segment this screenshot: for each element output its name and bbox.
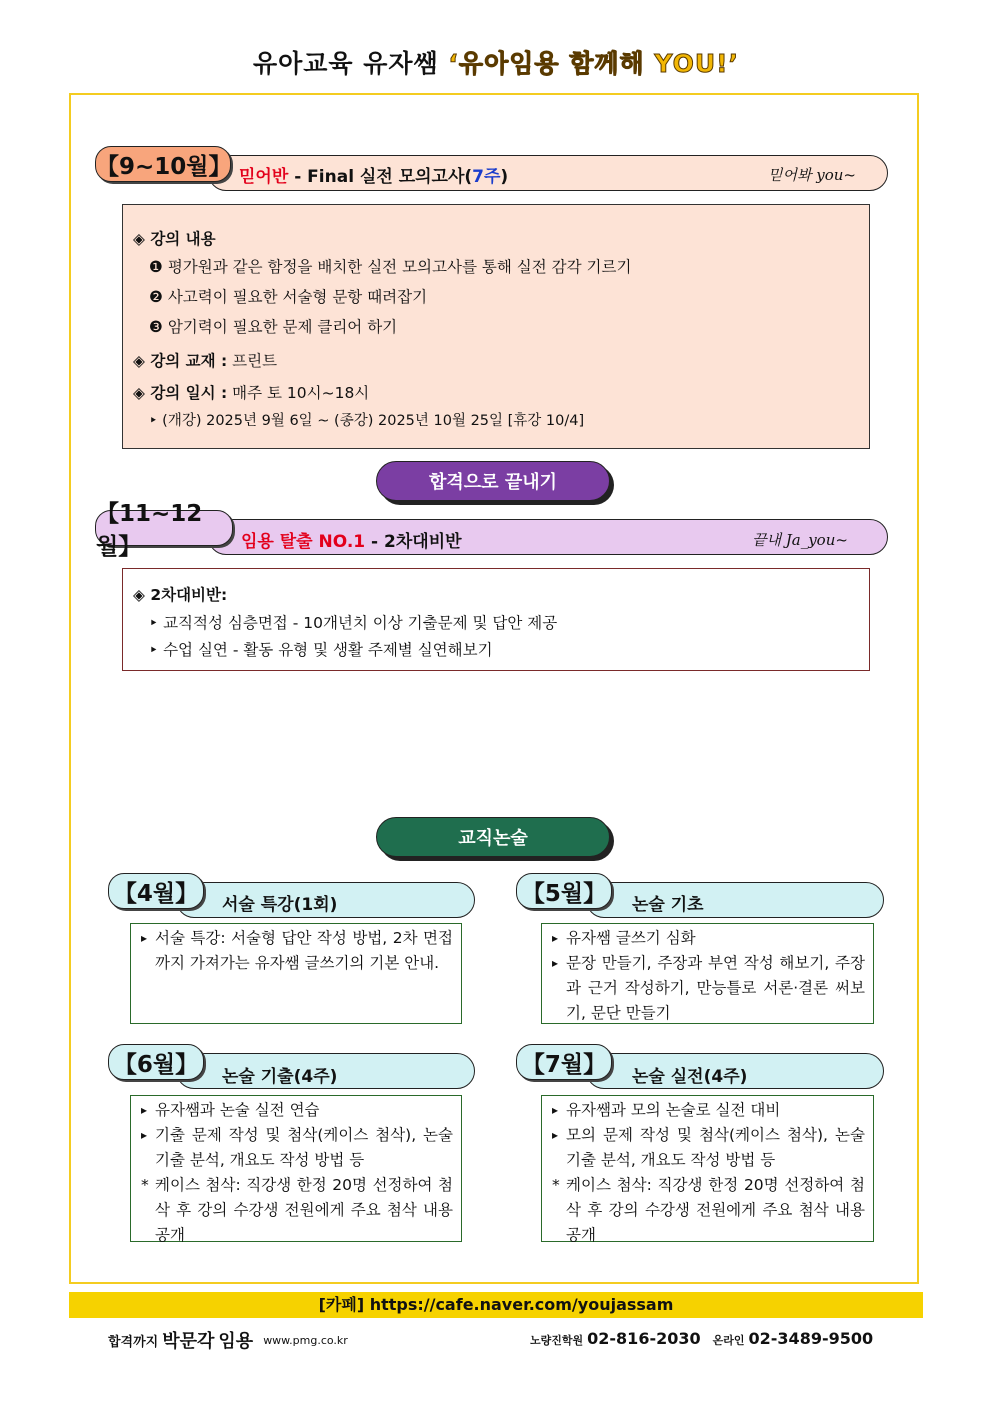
sec2-label: ◈ 2차대비반: — [133, 586, 228, 604]
june-item-1: ▸ 유자쌤과 논술 실전 연습 — [141, 1098, 453, 1123]
campus-phone: 02-816-2030 — [587, 1329, 701, 1348]
april-item-1: ▸ 서술 특강: 서술형 답안 작성 방법, 2차 면접까지 가져가는 유자쌤 글쓰기의 기본 안내. — [141, 926, 453, 976]
campus-label: 노량진학원 — [530, 1334, 584, 1347]
footer-slogan: 합격까지 — [108, 1334, 159, 1350]
july-item-1: ▸ 유자쌤과 모의 논술로 실전 대비 — [552, 1098, 865, 1123]
sec1-item-1: ❶ 평가원과 같은 함정을 배치한 실전 모의고사를 통해 실전 감각 기르기 — [149, 258, 632, 276]
page-title — [0, 44, 992, 80]
april-month: 【4월】 — [113, 880, 199, 907]
sec2-heading — [241, 527, 462, 552]
finish-button[interactable] — [376, 461, 610, 501]
sec1-month-badge — [95, 146, 231, 182]
may-month-badge — [516, 873, 612, 909]
sec2-content-box — [122, 568, 870, 671]
july-note: * 케이스 첨삭: 직강생 한정 20명 선정하여 첨삭 후 강의 수강생 전원에게 주요 첨삭 내용 공개 — [552, 1173, 865, 1248]
sec1-item-3: ❸ 암기력이 필요한 문제 클리어 하기 — [149, 318, 398, 336]
title-prefix: 유아교육 유자쌤 — [252, 49, 449, 78]
brand-logo — [162, 1327, 214, 1353]
july-title: 논술 실전(4주) — [632, 1067, 748, 1087]
sec1-name: 믿어반 — [239, 167, 289, 187]
brand-name: 박문각 — [162, 1331, 215, 1352]
title-highlight: ‘유아임용 함께해 YOU!’ — [448, 49, 740, 78]
may-title: 논술 기초 — [632, 895, 704, 915]
sec1-period: ‣ (개강) 2025년 9월 6일 ~ (종강) 2025년 10월 25일 [휴강 10/4] — [149, 413, 585, 429]
july-item-2: ▸ 모의 문제 작성 및 첨삭(케이스 첨삭), 논술 기출 분석, 개요도 작성 방법 등 — [552, 1123, 865, 1173]
sec1-item-2: ❷ 사고력이 필요한 서술형 문항 때려잡기 — [149, 288, 428, 306]
july-content-box — [541, 1095, 874, 1242]
finish-button-label: 합격으로 끝내기 — [429, 472, 557, 493]
april-title: 서술 특강(1회) — [222, 895, 338, 915]
sec1-material — [133, 349, 277, 371]
sec1-month: 【9~10월】 — [96, 153, 232, 180]
may-month: 【5월】 — [521, 880, 607, 907]
june-month: 【6월】 — [113, 1051, 199, 1078]
june-month-badge — [108, 1044, 204, 1080]
sec1-content-box — [122, 204, 870, 449]
material-value: 프린트 — [227, 352, 278, 370]
sec2-rest: - 2차대비반 — [365, 532, 462, 552]
may-item-1: ▸ 유자쌤 글쓰기 심화 — [552, 926, 865, 951]
july-month-badge — [516, 1044, 612, 1080]
june-title: 논술 기출(4주) — [222, 1067, 338, 1087]
cafe-link[interactable]: [카페] https://cafe.naver.com/youjassam — [318, 1295, 674, 1314]
sec1-signature: 믿어봐 you~ — [768, 166, 856, 184]
sec2-month-badge — [95, 501, 233, 560]
schedule-label: ◈ 강의 일시 : — [133, 384, 228, 402]
sec1-schedule — [133, 381, 369, 403]
essay-button[interactable] — [376, 817, 610, 857]
june-item-2: ▸ 기출 문제 작성 및 첨삭(케이스 첨삭), 논술 기출 분석, 개요도 작성 방법 등 — [141, 1123, 453, 1173]
material-label: ◈ 강의 교재 : — [133, 352, 228, 370]
online-phone: 02-3489-9500 — [748, 1329, 874, 1348]
brand-name-2: 임용 — [218, 1331, 254, 1352]
april-month-badge — [108, 873, 204, 909]
sec2-name: 임용 탈출 NO.1 — [241, 532, 366, 552]
june-note: * 케이스 첨삭: 직강생 한정 20명 선정하여 첨삭 후 강의 수강생 전원에게 주요 첨삭 내용 공개 — [141, 1173, 453, 1248]
may-item-2: ▸ 문장 만들기, 주장과 부연 작성 해보기, 주장과 근거 작성하기, 만능틀로 서론·결론 써보기, 문단 만들기 — [552, 951, 865, 1026]
footer-site[interactable]: www.pmg.co.kr — [263, 1333, 348, 1347]
sec2-signature: 끝내 Ja_you~ — [752, 531, 848, 549]
may-header-bar — [586, 882, 884, 918]
april-content-box — [130, 923, 462, 1024]
sec1-content-label: ◈ 강의 내용 — [133, 230, 216, 248]
sec1-close: ) — [500, 167, 509, 187]
june-content-box — [130, 1095, 462, 1242]
sec2-month: 【11~12월】 — [96, 501, 203, 560]
footer-brand — [108, 1327, 348, 1353]
essay-button-label: 교직논술 — [458, 828, 528, 849]
sec1-dash: - Final 실전 모의고사( — [288, 167, 473, 187]
sec1-heading — [239, 162, 508, 187]
sec1-weeks: 7주 — [472, 167, 501, 187]
sec2-item-2: ‣ 수업 실연 - 활동 유형 및 생활 주제별 실연해보기 — [149, 641, 493, 659]
online-label: 온라인 — [712, 1334, 745, 1347]
july-month: 【7월】 — [521, 1051, 607, 1078]
footer-contacts — [530, 1329, 873, 1348]
may-content-box — [541, 923, 874, 1024]
cafe-link-bar[interactable] — [69, 1292, 923, 1318]
sec2-item-1: ‣ 교직적성 심층면접 - 10개년치 이상 기출문제 및 답안 제공 — [149, 614, 558, 632]
schedule-value: 매주 토 10시~18시 — [227, 384, 370, 402]
